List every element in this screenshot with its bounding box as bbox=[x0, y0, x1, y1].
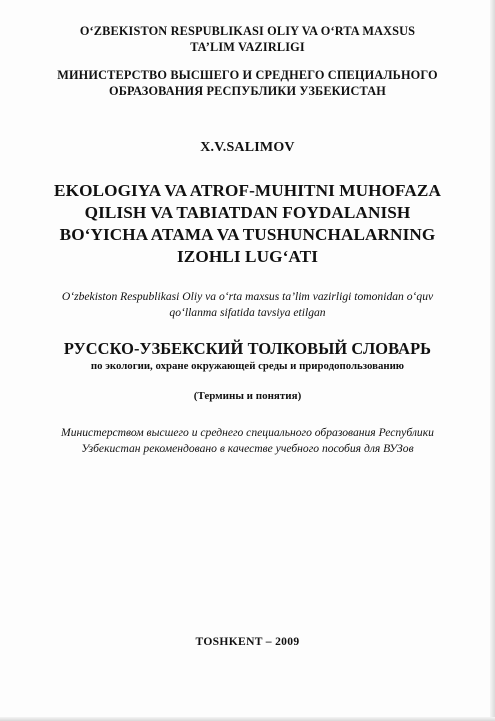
title-uz-line3: BO‘YICHA ATAMA VA TUSHUNCHALARNING bbox=[59, 225, 436, 244]
terms-note: (Термины и понятия) bbox=[193, 390, 302, 402]
ministry-ru-line2: ОБРАЗОВАНИЯ РЕСПУБЛИКИ УЗБЕКИСТАН bbox=[109, 84, 386, 98]
scan-edge-bottom bbox=[0, 717, 495, 721]
approval-ru-line1: Министерством высшего и среднего специального образования Республики bbox=[61, 426, 434, 439]
subtitle-ru: по экологии, охране окружающей среды и природопользованию bbox=[90, 360, 405, 372]
ministry-uz-line2: TA’LIM VAZIRLIGI bbox=[190, 40, 305, 54]
approval-uz-line2: qo‘llanma sifatida tavsiya etilgan bbox=[169, 306, 326, 319]
title-uz-line4: IZOHLI LUG‘ATI bbox=[177, 247, 318, 266]
ministry-uz-line1: O‘ZBEKISTON RESPUBLIKASI OLIY VA O‘RTA MAXSUS bbox=[79, 24, 416, 38]
approval-ru-line2: Узбекистан рекомендовано в качестве учебного пособия для ВУЗов bbox=[81, 442, 414, 455]
title-ru: РУССКО-УЗБЕКСКИЙ ТОЛКОВЫЙ СЛОВАРЬ bbox=[63, 339, 432, 358]
scan-edge-right bbox=[490, 0, 495, 721]
title-uz-line2: QILISH VA TABIATDAN FOYDALANISH bbox=[84, 203, 411, 222]
ministry-ru-line1: МИНИСТЕРСТВО ВЫСШЕГО И СРЕДНЕГО СПЕЦИАЛЬНОГО bbox=[57, 68, 438, 82]
approval-uz-line1: O‘zbekiston Respublikasi Oliy va o‘rta maxsus ta’lim vazirligi tomonidan o‘quv bbox=[61, 290, 434, 303]
title-uz-line1: EKOLOGIYA VA ATROF-MUHITNI MUHOFAZA bbox=[54, 181, 441, 200]
author-name: X.V.SALIMOV bbox=[200, 140, 295, 155]
city-year: TOSHKENT – 2009 bbox=[195, 635, 300, 648]
